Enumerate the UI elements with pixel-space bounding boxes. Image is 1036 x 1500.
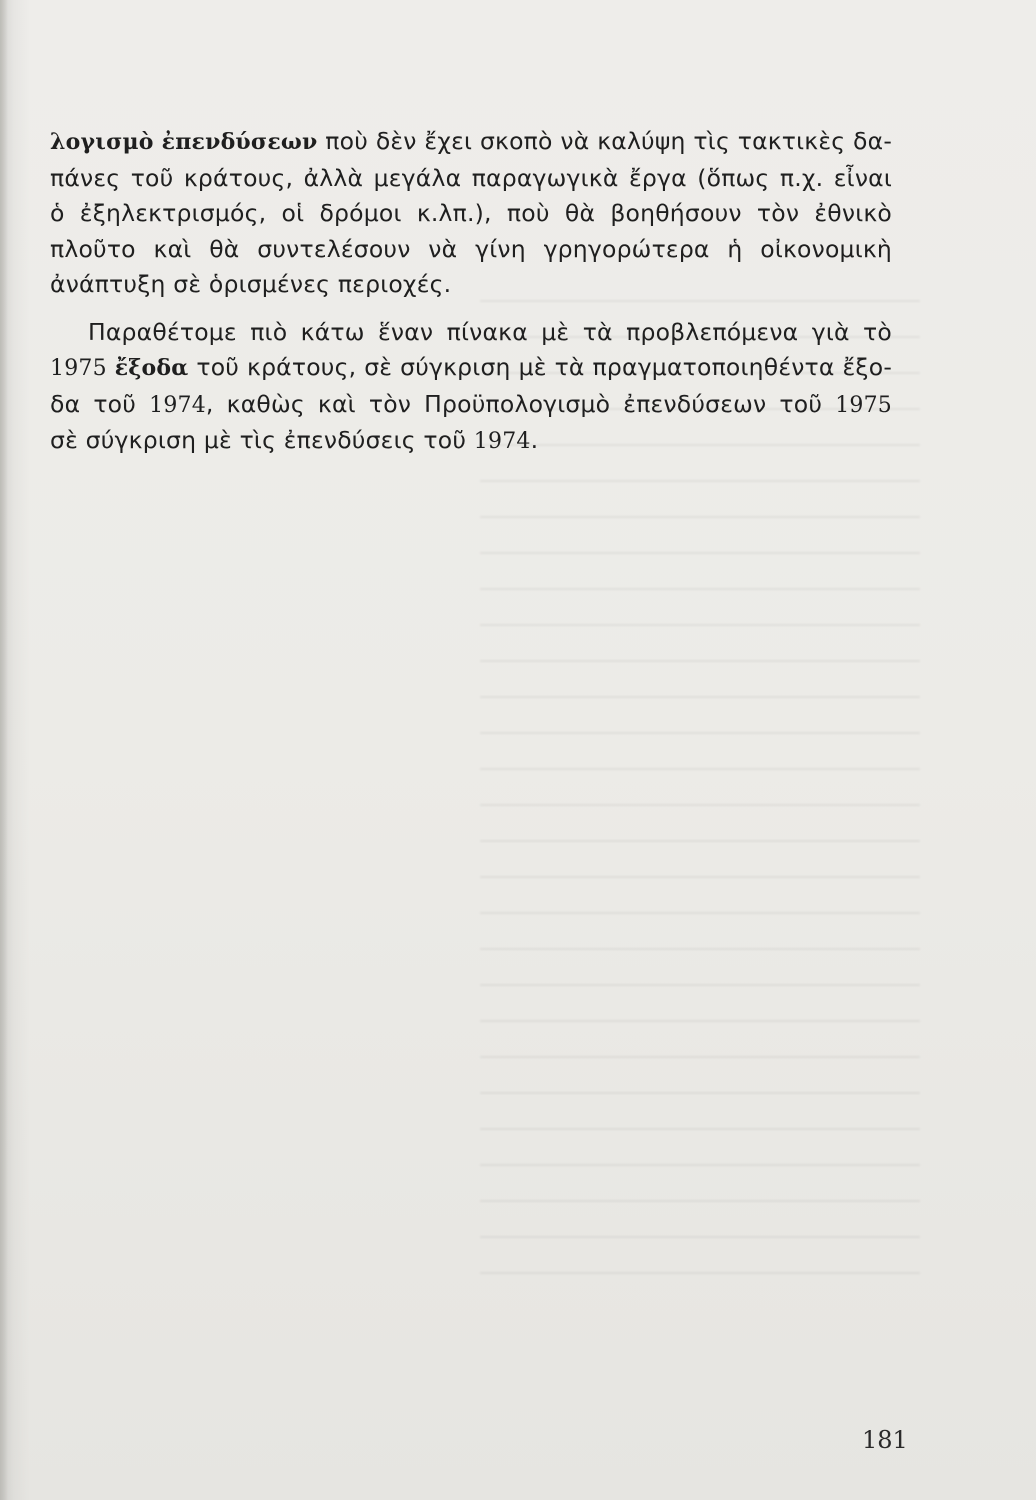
paragraph-2-line-4	[50, 423, 892, 460]
term-investment-budget: λογισμὸ ἐπενδύσεων	[50, 129, 318, 155]
year-1975-second: 1975	[835, 392, 892, 418]
paragraph-2-line-3-b: , καθὼς καὶ τὸν Προϋπολογισμὸ ἐπενδύσεων τοῦ	[205, 389, 836, 418]
paragraph-2-line-4-b: .	[530, 426, 539, 454]
paragraph-1-line-3: ὁ ἐξηλεκτρισμός, οἱ δρόμοι κ.λπ.), ποὺ θὰ βοηθήσουν τὸν ἐθνικὸ	[50, 199, 892, 227]
paragraph-2-line-2-rest: τοῦ κράτους, σὲ σύγκριση μὲ τὰ πραγματοποιηθέντα ἔξο-	[188, 353, 892, 381]
year-1974: 1974	[149, 392, 206, 418]
page-gutter-shadow	[0, 0, 8, 1500]
paragraph-1-line-4: πλοῦτο καὶ θὰ συντελέσουν νὰ γίνη γρηγορώτερα ἡ οἰκονομικὴ	[50, 234, 892, 263]
paragraph-1-line-2: πάνες τοῦ κράτους, ἀλλὰ μεγάλα παραγωγικὰ ἔργα (ὅπως π.χ. εἶναι	[50, 163, 892, 192]
body-text	[50, 124, 892, 460]
paragraph-2-line-3	[50, 387, 892, 424]
page-number: 181	[862, 1426, 908, 1454]
paragraph-1-line-1	[50, 124, 892, 161]
paragraph-2-line-3-a: δα τοῦ	[50, 389, 150, 418]
paragraph-1-line-1-rest: ποὺ δὲν ἔχει σκοπὸ νὰ καλύψη τὶς τακτικὲς δα-	[317, 127, 892, 155]
paragraph-1	[50, 124, 892, 303]
paragraph-1-line-5: ἀνάπτυξη σὲ ὁρισμένες περιοχές.	[50, 270, 452, 298]
term-expenses: ἔξοδα	[114, 355, 189, 381]
paragraph-2	[50, 315, 892, 460]
paragraph-2-line-1: Παραθέτομε πιὸ κάτω ἕναν πίνακα μὲ τὰ προβλεπόμενα γιὰ τὸ	[88, 317, 892, 346]
paragraph-2-line-4-a: σὲ σύγκριση μὲ τὶς ἐπενδύσεις τοῦ	[50, 426, 474, 454]
year-1975: 1975	[50, 356, 107, 381]
year-1974-second: 1974	[473, 429, 531, 454]
paragraph-2-line-2	[50, 350, 892, 387]
